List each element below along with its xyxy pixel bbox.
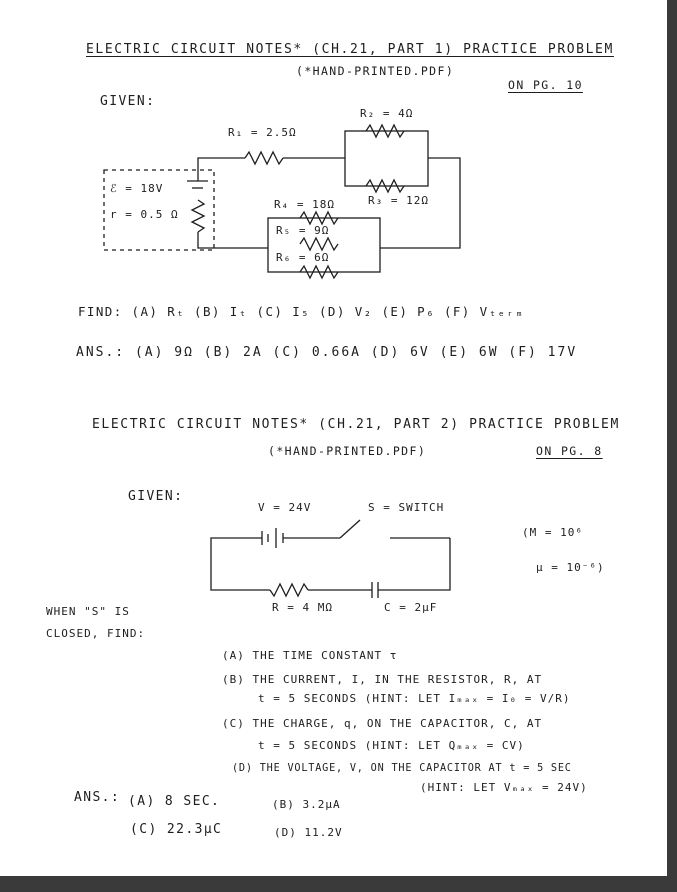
prefix-micro: μ = 10⁻⁶)	[536, 561, 605, 574]
r1-label: R₁ = 2.5Ω	[228, 126, 297, 139]
answer-b: (B) 3.2μA	[272, 798, 341, 811]
problem-2-title: ELECTRIC CIRCUIT NOTES* (CH.21, PART 2) PRACTICE PROBLEM	[92, 417, 620, 432]
answer-c: (C) 22.3μC	[130, 822, 223, 837]
problem-2-page-ref: ON PG. 8	[536, 444, 603, 458]
wire-right-side	[378, 538, 450, 590]
problem-1-page-ref: ON PG. 10	[508, 78, 583, 92]
question-b-line-1: (B) THE CURRENT, I, IN THE RESISTOR, R, AT	[222, 673, 543, 686]
emf-label: ℰ = 18V	[110, 182, 164, 195]
wire-bottom-left	[211, 575, 270, 590]
question-d-line-1: (D) THE VOLTAGE, V, ON THE CAPACITOR AT t = 5 SEC	[232, 763, 572, 774]
problem-1-title: ELECTRIC CIRCUIT NOTES* (CH.21, PART 1) PRACTICE PROBLEM	[86, 42, 614, 57]
voltage-label: V = 24V	[258, 501, 312, 514]
wire-top-left	[211, 538, 262, 575]
resistor-symbol	[270, 584, 308, 596]
r6-label: R₆ = 6Ω	[276, 251, 330, 264]
problem-2-subtitle: (*HAND-PRINTED.PDF)	[268, 444, 427, 458]
r4-label: R₄ = 18Ω	[274, 198, 335, 211]
question-d-line-2: (HINT: LET Vₘₐₓ = 24V)	[420, 781, 588, 794]
problem-2-given-label: GIVEN:	[128, 489, 184, 504]
answer-a: (A) 8 SEC.	[128, 794, 221, 809]
problem-2-ans-label: ANS.:	[74, 790, 121, 805]
problem-1-answers: ANS.: (A) 9Ω (B) 2A (C) 0.66A (D) 6V (E) 6W (F) 17V	[76, 345, 578, 360]
resistor-label: R = 4 MΩ	[272, 601, 333, 614]
r2-label: R₂ = 4Ω	[360, 107, 414, 120]
problem-1-given-label: GIVEN:	[100, 94, 156, 109]
question-b-line-2: t = 5 SECONDS (HINT: LET Iₘₐₓ = I₀ = V/R)	[258, 692, 571, 705]
r3-label: R₃ = 12Ω	[368, 194, 429, 207]
answer-d: (D) 11.2V	[274, 826, 343, 839]
question-a: (A) THE TIME CONSTANT τ	[222, 649, 398, 662]
switch-blade	[340, 520, 360, 538]
switch-label: S = SWITCH	[368, 501, 445, 514]
question-c-line-2: t = 5 SECONDS (HINT: LET Qₘₐₓ = CV)	[258, 739, 525, 752]
when-closed-line-2: CLOSED, FIND:	[46, 627, 146, 640]
r5-label: R₅ = 9Ω	[276, 224, 330, 237]
when-closed-line-1: WHEN "S" IS	[46, 605, 130, 618]
question-c-line-1: (C) THE CHARGE, q, ON THE CAPACITOR, C, AT	[222, 717, 543, 730]
problem-1-find: FIND: (A) Rₜ (B) Iₜ (C) I₅ (D) V₂ (E) P₆ (F) Vₜₑᵣₘ	[78, 304, 525, 319]
internal-resistance-label: r = 0.5 Ω	[110, 208, 179, 221]
capacitor-label: C = 2μF	[384, 601, 438, 614]
problem-1-subtitle: (*HAND-PRINTED.PDF)	[296, 64, 455, 78]
prefix-mega: (M = 10⁶	[522, 526, 583, 539]
